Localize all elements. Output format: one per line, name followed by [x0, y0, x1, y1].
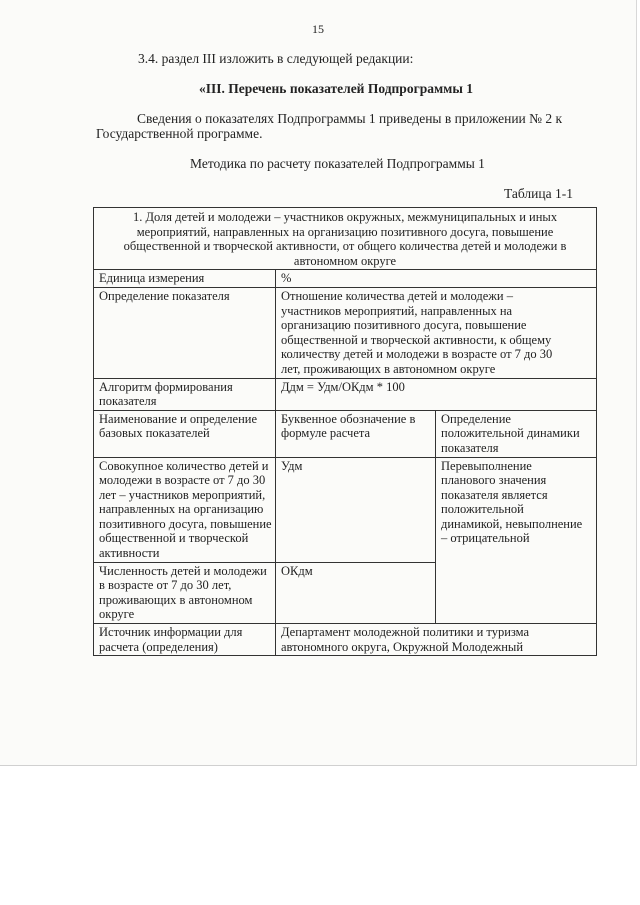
base-indicator-name: Совокупное количество детей и молодежи в возрасте от 7 до 30 лет – участников мероприятий, направленных на организацию позитивного досуга, повышение общественной и творческой активности [94, 457, 276, 562]
intro-line-1: Сведения о показателях Подпрограммы 1 приведены в приложении № 2 к [137, 111, 563, 126]
base-indicator-name: Численность детей и молодежи в возрасте от 7 до 30 лет, проживающих в автономном округе [94, 562, 276, 623]
table-row [94, 287, 597, 378]
intro-line-2: Государственной программе. [96, 126, 263, 141]
base-indicator-letter: ОКдм [276, 562, 436, 623]
table-row [94, 208, 597, 270]
table-row [94, 624, 597, 656]
section-line: 3.4. раздел III изложить в следующей редакции: [138, 51, 414, 66]
table-label: Таблица 1-1 [504, 186, 573, 201]
dynamics-value: Перевыполнение планового значения показателя является положительной динамикой, невыполнение – отрицательной [436, 457, 597, 624]
unit-label: Единица измерения [94, 270, 276, 288]
base-indicator-letter: Удм [276, 457, 436, 562]
column-header-dynamics: Определение положительной динамики показателя [436, 410, 597, 457]
section-heading: «III. Перечень показателей Подпрограммы 1 [199, 81, 474, 96]
table-row [94, 410, 597, 457]
page-number: 15 [312, 22, 324, 36]
column-header-name: Наименование и определение базовых показателей [94, 410, 276, 457]
definition-label: Определение показателя [94, 287, 276, 378]
algorithm-value: Ддм = Удм/ОКдм * 100 [276, 378, 597, 410]
source-value: Департамент молодежной политики и туризма автономного округа, Окружной Молодежный [276, 624, 597, 656]
source-label: Источник информации для расчета (определения) [94, 624, 276, 656]
table-row [94, 270, 597, 288]
definition-value: Отношение количества детей и молодежи – участников мероприятий, направленных на организацию позитивного досуга, повышение общественной и творческой активности, к общему количеству детей и молодежи в возрасте от 7 до 30 лет, проживающих в автономном округе [276, 287, 597, 378]
indicator-title: 1. Доля детей и молодежи – участников окружных, межмуниципальных и иных мероприятий, направленных на организацию позитивного досуга, повышение общественной и творческой активности, от общего количества детей и молодежи в автономном округе [94, 208, 597, 270]
table-row [94, 378, 597, 410]
table-row [94, 457, 597, 562]
column-header-letter: Буквенное обозначение в формуле расчета [276, 410, 436, 457]
unit-value: % [276, 270, 597, 288]
algorithm-label: Алгоритм формирования показателя [94, 378, 276, 410]
method-title: Методика по расчету показателей Подпрограммы 1 [190, 156, 485, 171]
indicator-table [93, 207, 597, 656]
